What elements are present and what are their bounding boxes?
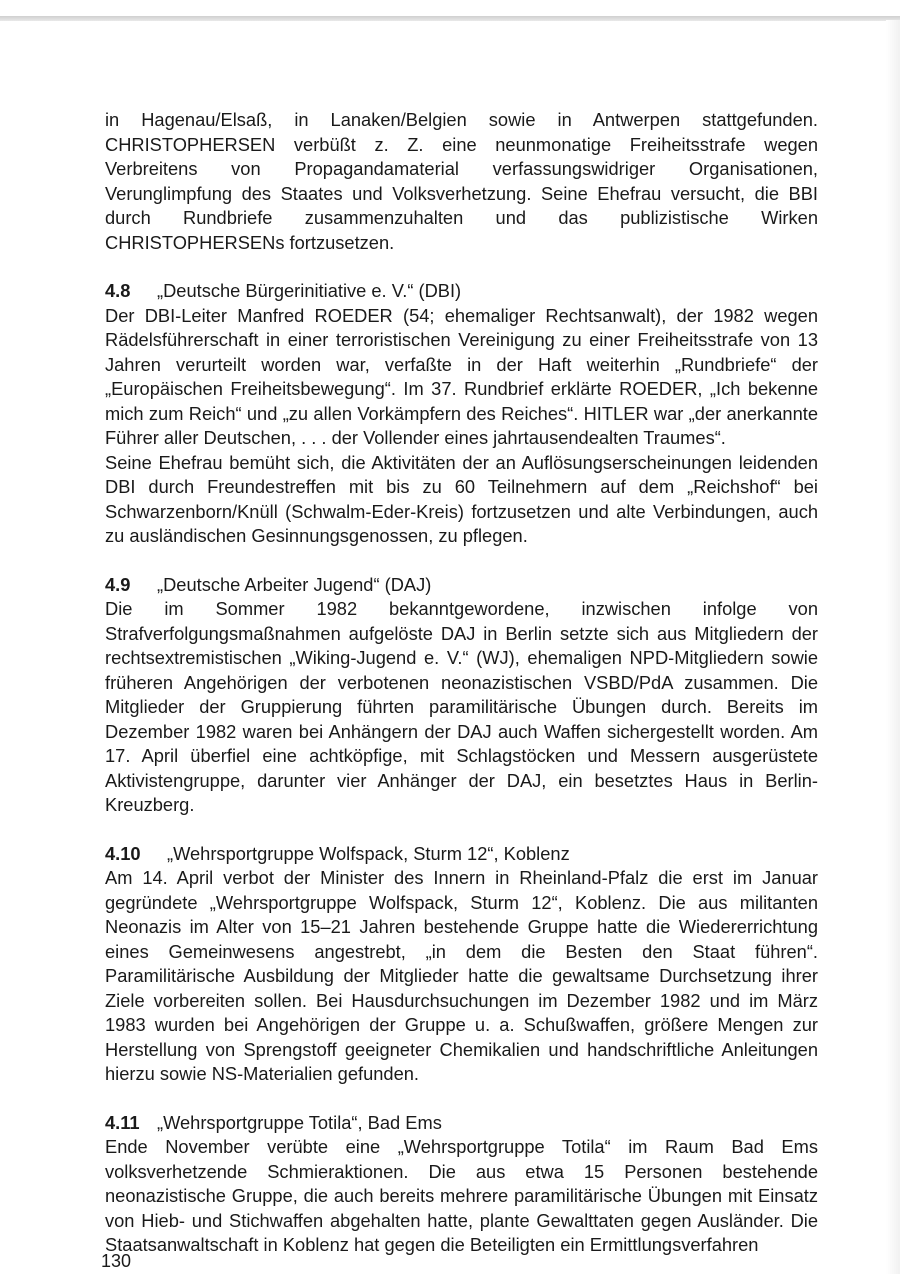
section-number: 4.11 — [105, 1111, 140, 1133]
section-paragraph: Ende November verübte eine „Wehrsportgruppe Totila“ im Raum Bad Ems volksverhetzende Schmieraktionen. Die aus etwa 15 Personen bestehende neonazistische Gruppe, die auch bereits mehrere paramilitärische Übungen mit Einsatz von Hieb- und Stichwaffen abgehalten hatte, plante Gewalttaten gegen Ausländer. Die Staatsanwaltschaft in Koblenz hat gegen die Beteiligten ein Ermittlungsverfahren — [105, 1136, 818, 1255]
section-heading — [105, 842, 818, 867]
section-gap — [105, 1087, 818, 1111]
section-title: „Deutsche Arbeiter Jugend“ (DAJ) — [157, 573, 432, 595]
section-gap — [105, 255, 818, 279]
section-number: 4.8 — [105, 280, 131, 301]
page-number: 130 — [101, 1251, 132, 1271]
section-4-8 — [105, 279, 818, 549]
section-number: 4.9 — [105, 573, 131, 595]
section-4-9 — [105, 573, 818, 818]
section-4-10 — [105, 842, 818, 1087]
page-body — [105, 108, 818, 1258]
section-number: 4.10 — [105, 842, 141, 864]
scan-edge-right — [886, 20, 900, 1274]
section-paragraph: Am 14. April verbot der Minister des Innern in Rheinland-Pfalz die erst im Januar gegründete „Wehrsportgruppe Wolfspack, Sturm 12“, Koblenz. Die aus militanten Neonazis im Alter von 15–21 Jahren bestehende Gruppe hatte die Wiedererrichtung eines Gemeinwesens angestrebt, „in dem die Besten den Staat führen“. Paramilitärische Ausbildung der Mitglieder hatte die gewaltsame Durchsetzung ihrer Ziele vorbereiten sollen. Bei Hausdurchsuchungen im Dezember 1982 und im März 1983 wurden bei Angehörigen der Gruppe u. a. Schußwaffen, größere Mengen zur Herstellung von Sprengstoff geeigneter Chemikalien und handschriftliche Anleitungen hierzu sowie NS-Materialien gefunden. — [105, 867, 818, 1084]
section-title: „Wehrsportgruppe Wolfspack, Sturm 12“, Koblenz — [167, 842, 570, 864]
section-heading — [105, 279, 818, 304]
section-heading — [105, 573, 818, 598]
section-gap — [105, 818, 818, 842]
intro-block — [105, 108, 818, 255]
section-title: „Wehrsportgruppe Totila“, Bad Ems — [157, 1111, 442, 1133]
section-title: „Deutsche Bürgerinitiative e. V.“ (DBI) — [157, 280, 462, 301]
section-paragraph: Seine Ehefrau bemüht sich, die Aktivitäten der an Auflösungserscheinungen leidenden DBI durch Freundestreffen mit bis zu 60 Teilnehmern auf dem „Reichshof“ bei Schwarzenborn/Knüll (Schwalm-Eder-Kreis) fortzusetzen und alte Verbindungen, auch zu ausländischen Gesinnungsgenossen, zu pflegen. — [105, 451, 818, 546]
section-paragraph: Die im Sommer 1982 bekanntgewordene, inzwischen infolge von Strafverfolgungsmaßnahmen aufgelöste DAJ in Berlin setzte sich aus Mitgliedern der rechtsextremistischen „Wiking-Jugend e. V.“ (WJ), ehemaligen NPD-Mitgliedern sowie früheren Angehörigen der verbotenen neonazistischen VSBD/PdA zusammen. Die Mitglieder der Gruppierung führten paramilitärische Übungen durch. Bereits im Dezember 1982 waren bei Anhängern der DAJ auch Waffen sichergestellt worden. Am 17. April überfiel eine achtköpfige, mit Schlagstöcken und Messern ausgerüstete Aktivistengruppe, darunter vier Anhänger der DAJ, ein besetztes Haus in Berlin-Kreuzberg. — [105, 598, 818, 815]
scan-edge-top — [0, 16, 900, 21]
intro-paragraph: in Hagenau/Elsaß, in Lanaken/Belgien sowie in Antwerpen stattgefunden. CHRISTOPHERSEN verbüßt z. Z. eine neunmonatige Freiheitsstrafe wegen Verbreitens von Propagandamaterial verfassungswidriger Organisationen, Verunglimpfung des Staates und Volksverhetzung. Seine Ehefrau versucht, die BBI durch Rundbriefe zusammenzuhalten und das publizistische Wirken CHRISTOPHERSENs fortzusetzen. — [105, 109, 818, 253]
section-paragraph: Der DBI-Leiter Manfred ROEDER (54; ehemaliger Rechtsanwalt), der 1982 wegen Rädelsführerschaft in einer terroristischen Vereinigung zu einer Freiheitsstrafe von 13 Jahren verurteilt worden war, verfaßte in der Haft weiterhin „Rundbriefe“ der „Europäischen Freiheitsbewegung“. Im 37. Rundbrief erklärte ROEDER, „Ich bekenne mich zum Reich“ und „zu allen Vorkämpfern des Reiches“. HITLER war „der anerkannte Führer aller Deutschen, . . . der Vollender eines jahrtausendealten Traumes“. — [105, 304, 818, 448]
section-4-11 — [105, 1111, 818, 1258]
section-gap — [105, 549, 818, 573]
section-heading — [105, 1111, 818, 1136]
